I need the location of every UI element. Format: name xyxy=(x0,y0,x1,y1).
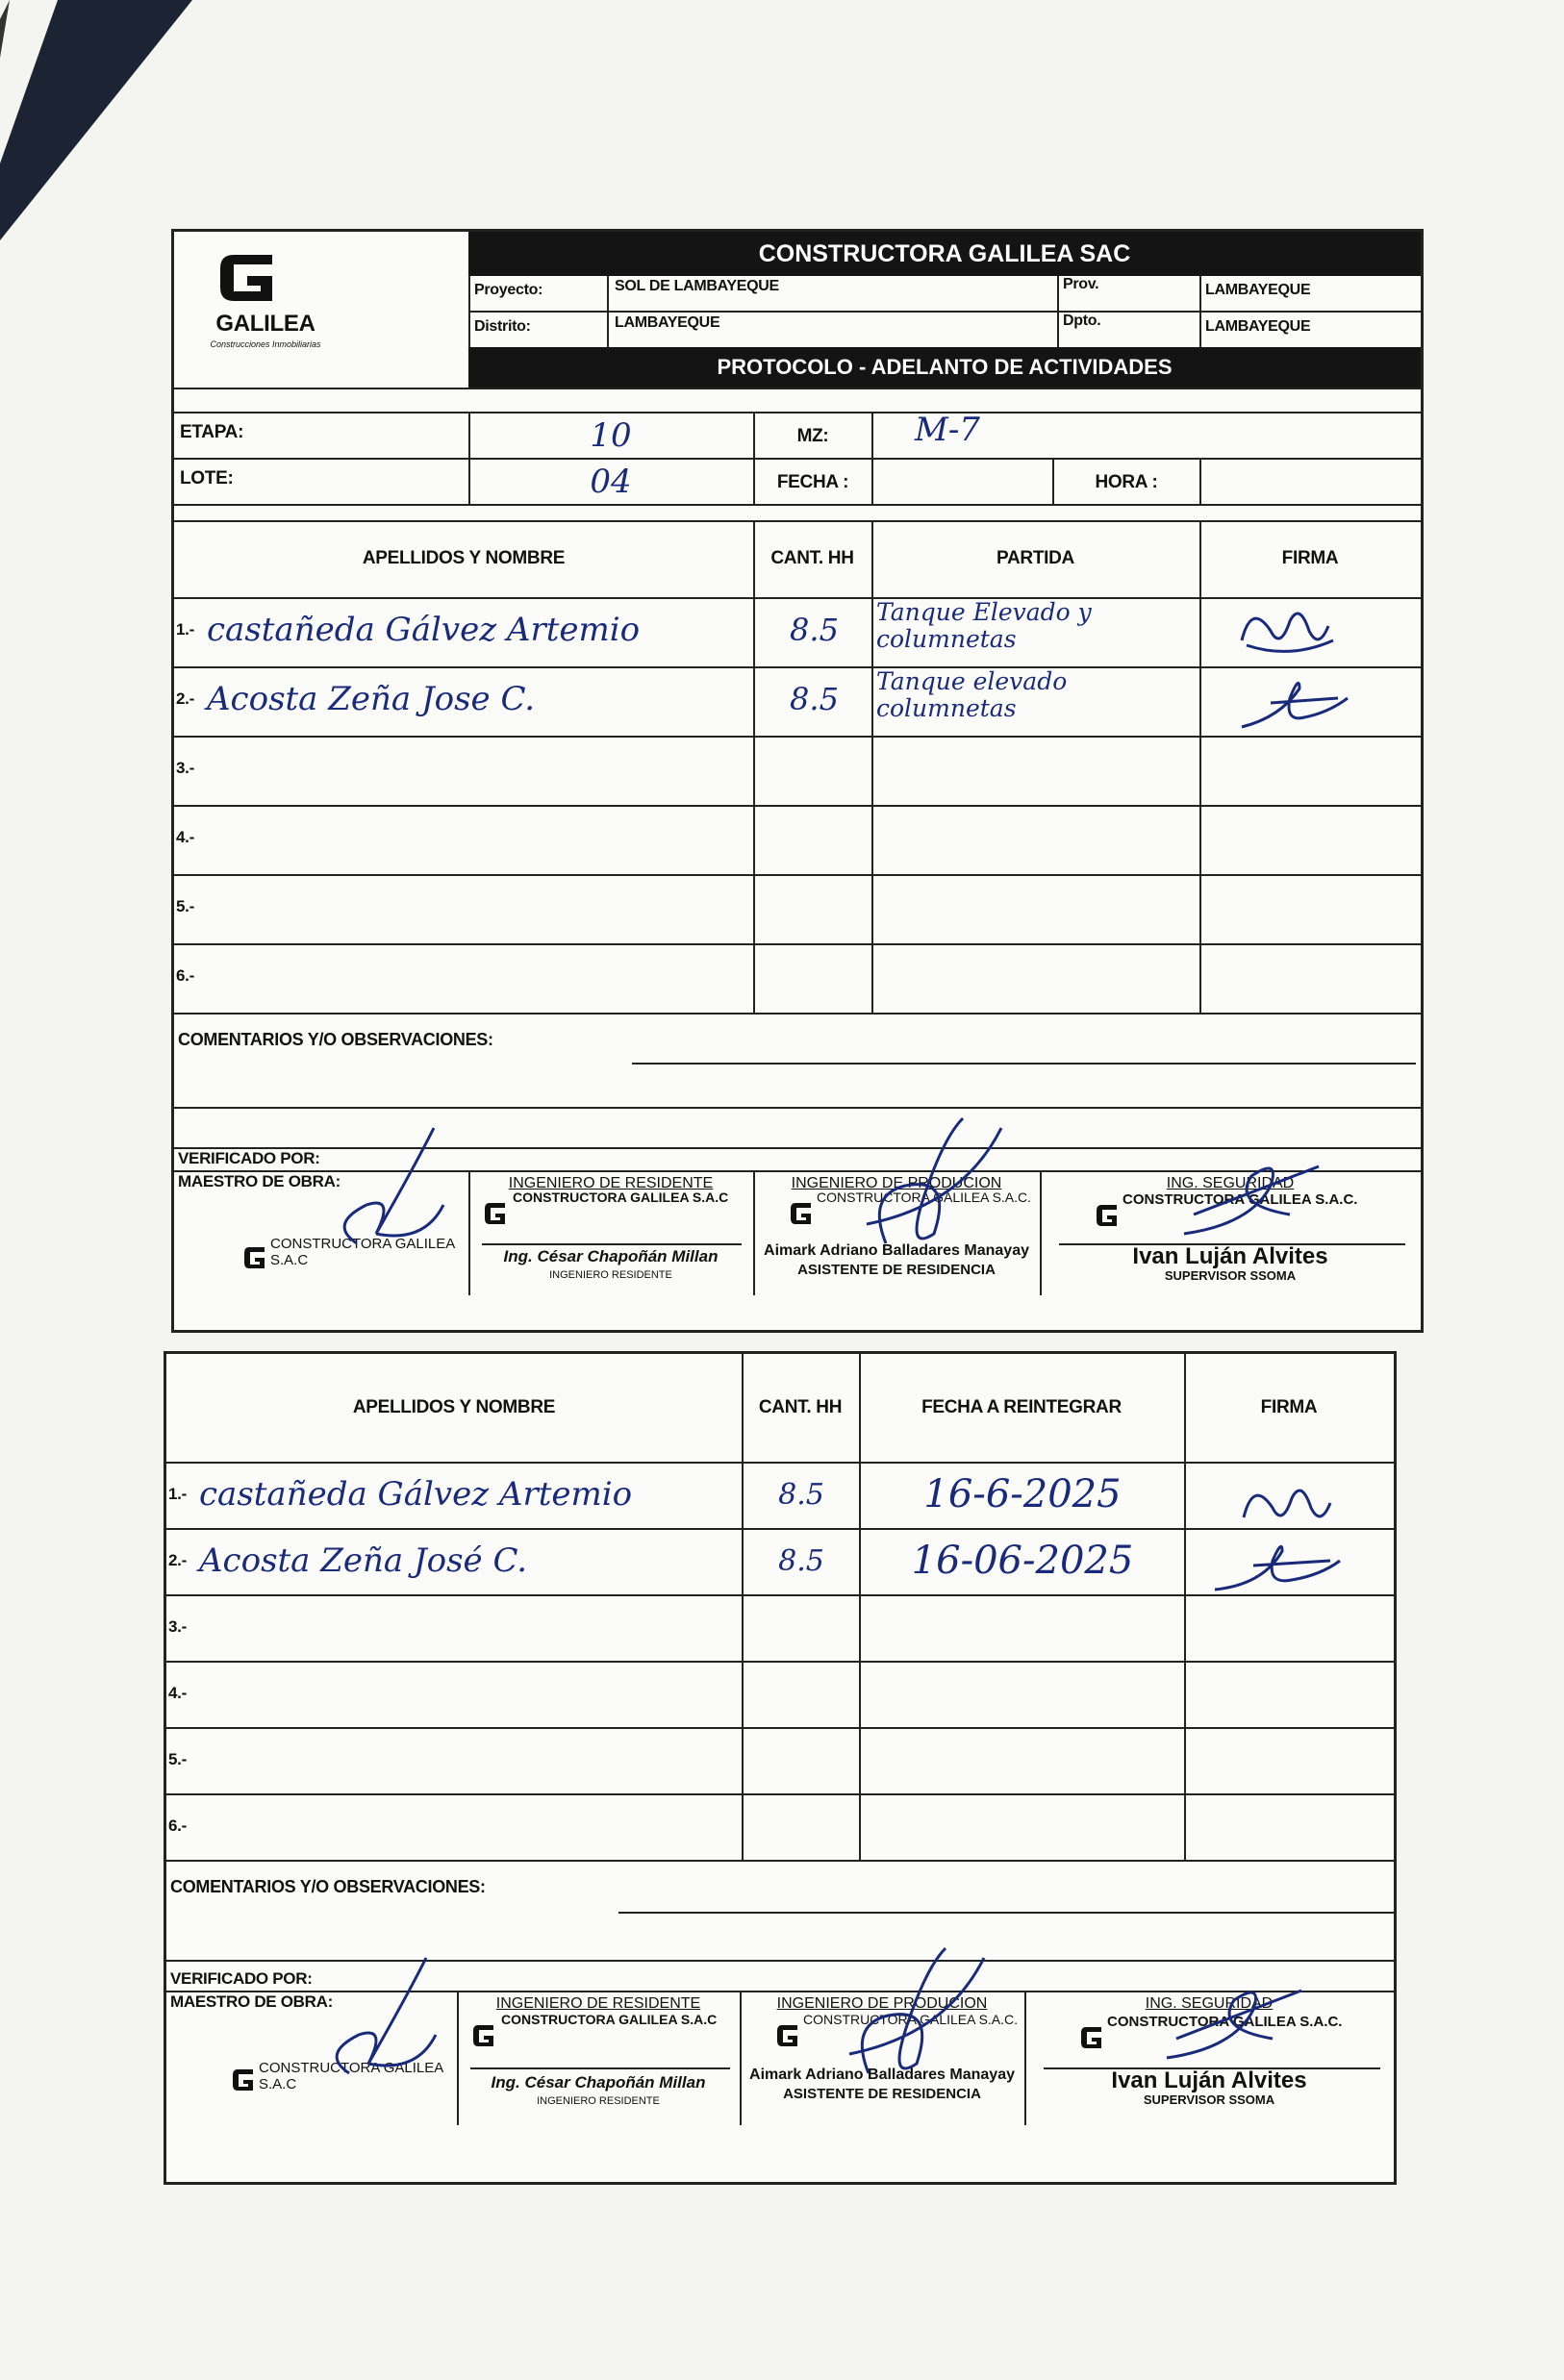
column-divider xyxy=(1199,458,1201,504)
row-number: 2.- xyxy=(176,689,194,708)
seguridad-stamp-logo-icon xyxy=(1094,1201,1123,1234)
produccion-label: INGENIERO DE PRODUCION xyxy=(791,1175,1002,1191)
reintegrar-date xyxy=(863,1665,1182,1722)
hh-value xyxy=(745,1797,857,1855)
partida-value: Tanque elevado columnetas xyxy=(876,667,1068,722)
firma-signature-1 xyxy=(1232,602,1338,669)
company-title-bar: CONSTRUCTORA GALILEA SAC xyxy=(468,232,1421,276)
protocol-form-1 xyxy=(171,229,1424,1333)
residente-stamp-logo-icon xyxy=(482,1199,511,1232)
maestro-stamp: CONSTRUCTORA GALILEA S.A.C xyxy=(270,1236,455,1268)
produccion-name-2: Aimark Adriano Balladares Manayay xyxy=(749,2067,1015,2083)
verificado-label-2: VERIFICADO POR: xyxy=(170,1969,313,1988)
row-number: 4.- xyxy=(176,828,194,846)
hh-value xyxy=(759,947,870,1005)
reintegrar-date xyxy=(863,1797,1182,1855)
lote-label: LOTE: xyxy=(180,468,234,489)
rule-line xyxy=(174,458,1421,460)
partida-value xyxy=(876,945,1198,1009)
hh-value: 8.5 xyxy=(778,1543,824,1578)
residente-name-2: Ing. César Chapoñán Millan xyxy=(491,2073,706,2092)
residente-name: Ing. César Chapoñán Millan xyxy=(503,1247,719,1265)
worker-name: Acosta Zeña Jose C. xyxy=(207,680,536,718)
dpto-label: Dpto. xyxy=(1063,313,1101,329)
worker-name xyxy=(199,1797,738,1855)
hora-value xyxy=(1203,461,1415,503)
firma-signature-2 xyxy=(1232,669,1357,737)
col-name-header: APELLIDOS Y NOMBRE xyxy=(362,548,566,568)
worker-name xyxy=(207,739,751,797)
column-divider xyxy=(871,412,873,504)
col-partida-header: PARTIDA xyxy=(996,548,1074,568)
fecha-label: FECHA : xyxy=(776,472,849,492)
worker-name xyxy=(199,1665,738,1722)
residente-role: INGENIERO RESIDENTE xyxy=(549,1269,672,1281)
hh-value xyxy=(759,739,870,797)
maestro-stamp-logo-icon xyxy=(241,1243,270,1276)
worker-name: Acosta Zeña José C. xyxy=(199,1541,528,1580)
worker-name xyxy=(207,947,751,1005)
column-divider xyxy=(1199,276,1201,347)
seguridad-name-2: Ivan Luján Alvites xyxy=(1111,2067,1307,2093)
residente-label: INGENIERO DE RESIDENTE xyxy=(508,1175,714,1191)
distrito-label: Distrito: xyxy=(474,318,531,335)
partida-value xyxy=(876,738,1198,801)
hh-value xyxy=(745,1665,857,1722)
etapa-value: 10 xyxy=(590,416,632,455)
row-number: 4.- xyxy=(168,1684,187,1702)
table-row xyxy=(166,1594,1394,1596)
mz-label: MZ: xyxy=(796,426,829,446)
col-firma-header-2: FIRMA xyxy=(1260,1397,1318,1417)
residente-stamp-company-2: CONSTRUCTORA GALILEA S.A.C xyxy=(501,2012,718,2027)
row-number: 5.- xyxy=(176,897,194,915)
maestro-label-2: MAESTRO DE OBRA: xyxy=(170,1992,333,2011)
seguridad-label-2: ING. SEGURIDAD xyxy=(1145,1995,1274,2012)
seguridad-signature-2 xyxy=(1157,1981,1311,2067)
table-row xyxy=(166,1528,1394,1530)
table-row xyxy=(166,1727,1394,1729)
seguridad-stamp-logo-icon-2 xyxy=(1078,2023,1107,2056)
dpto-value: LAMBAYEQUE xyxy=(1205,318,1311,335)
row-number: 1.- xyxy=(176,620,194,639)
row-number: 6.- xyxy=(168,1816,187,1835)
protocol-form-2 xyxy=(164,1351,1397,2185)
distrito-value: LAMBAYEQUE xyxy=(615,314,720,331)
col-name-header-2: APELLIDOS Y NOMBRE xyxy=(352,1397,556,1417)
table-row xyxy=(166,1462,1394,1464)
header-row-line xyxy=(468,311,1421,313)
hh-value xyxy=(745,1598,857,1656)
residente-label-2: INGENIERO DE RESIDENTE xyxy=(495,1995,701,2012)
maestro-label: MAESTRO DE OBRA: xyxy=(178,1172,341,1190)
column-divider xyxy=(753,412,755,504)
firma-signature-1b xyxy=(1234,1479,1340,1527)
worker-name xyxy=(199,1598,738,1656)
row-number: 3.- xyxy=(176,759,194,777)
table-row xyxy=(174,874,1421,876)
produccion-stamp-logo-icon-2 xyxy=(774,2021,803,2054)
table-row xyxy=(166,1661,1394,1663)
worker-name xyxy=(207,809,751,866)
hh-value: 8.5 xyxy=(790,612,839,648)
verificado-label: VERIFICADO POR: xyxy=(178,1149,320,1167)
logo-text: GALILEA xyxy=(215,311,315,337)
worker-name: castañeda Gálvez Artemio xyxy=(199,1475,633,1514)
row-number: 6.- xyxy=(176,966,194,985)
residente-stamp-company: CONSTRUCTORA GALILEA S.A.C xyxy=(513,1190,729,1205)
maestro-signature-2 xyxy=(311,1958,445,2092)
table-row xyxy=(174,943,1421,945)
proyecto-label: Proyecto: xyxy=(474,282,543,298)
residente-stamp-logo-icon-2 xyxy=(470,2021,499,2054)
table-row xyxy=(166,1793,1394,1795)
hh-value xyxy=(745,1731,857,1789)
hh-value xyxy=(759,809,870,866)
row-number: 3.- xyxy=(168,1617,187,1636)
hora-label: HORA : xyxy=(1095,472,1158,492)
seguridad-stamp-company: CONSTRUCTORA GALILEA S.A.C. xyxy=(1123,1191,1358,1208)
rule-line xyxy=(174,504,1421,506)
col-firma-header: FIRMA xyxy=(1281,548,1339,568)
worker-name xyxy=(207,878,751,936)
rule-line xyxy=(174,412,1421,413)
col-hh-header: CANT. HH xyxy=(770,548,854,568)
row-number: 2.- xyxy=(168,1551,187,1569)
prov-value: LAMBAYEQUE xyxy=(1205,282,1311,298)
seguridad-label: ING. SEGURIDAD xyxy=(1166,1175,1295,1191)
seguridad-role: SUPERVISOR SSOMA xyxy=(1164,1267,1297,1283)
mz-value: M-7 xyxy=(915,411,980,449)
produccion-role-2: ASISTENTE DE RESIDENCIA xyxy=(783,2085,981,2102)
table-row xyxy=(174,597,1421,599)
rule-line xyxy=(166,1860,1394,1862)
produccion-label-2: INGENIERO DE PRODUCION xyxy=(776,1995,988,2012)
partida-value xyxy=(876,807,1198,870)
row-number: 5.- xyxy=(168,1750,187,1768)
seguridad-role-2: SUPERVISOR SSOMA xyxy=(1143,2092,1275,2107)
fecha-value xyxy=(876,461,1049,503)
reintegrar-date xyxy=(863,1731,1182,1789)
maestro-stamp-logo-icon-2 xyxy=(230,2066,259,2098)
table-row xyxy=(174,805,1421,807)
partida-value: Tanque Elevado y columnetas xyxy=(876,598,1092,653)
produccion-stamp-logo-icon xyxy=(788,1199,817,1232)
comments-label: COMENTARIOS Y/O OBSERVACIONES: xyxy=(178,1030,493,1049)
residente-role-2: INGENIERO RESIDENTE xyxy=(537,2095,660,2107)
comment-line xyxy=(174,1107,1421,1109)
reintegrar-date: 16-6-2025 xyxy=(923,1472,1122,1516)
hh-value: 8.5 xyxy=(790,681,839,717)
column-divider xyxy=(1057,276,1059,347)
col-fecha-header-2: FECHA A REINTEGRAR xyxy=(921,1397,1122,1417)
maestro-stamp-2: CONSTRUCTORA GALILEA S.A.C xyxy=(259,2060,443,2092)
produccion-stamp-company-2: CONSTRUCTORA GALILEA S.A.C. xyxy=(803,2012,1019,2027)
galilea-logo-icon xyxy=(213,249,290,307)
reintegrar-date: 16-06-2025 xyxy=(911,1539,1134,1583)
signature-dash xyxy=(470,2067,730,2069)
seguridad-stamp-company-2: CONSTRUCTORA GALILEA S.A.C. xyxy=(1107,2014,1343,2030)
maestro-signature xyxy=(318,1128,453,1263)
hh-value: 8.5 xyxy=(778,1477,824,1512)
col-hh-header-2: CANT. HH xyxy=(758,1397,843,1417)
worker-name xyxy=(199,1731,738,1789)
reintegrar-date xyxy=(863,1598,1182,1656)
comments-label-2: COMENTARIOS Y/O OBSERVACIONES: xyxy=(170,1877,486,1896)
hh-value xyxy=(759,878,870,936)
worker-name: castañeda Gálvez Artemio xyxy=(207,611,641,649)
produccion-stamp-company: CONSTRUCTORA GALILEA S.A.C. xyxy=(817,1190,1032,1205)
comment-line xyxy=(632,1063,1416,1065)
proyecto-value: SOL DE LAMBAYEQUE xyxy=(615,278,779,294)
column-divider xyxy=(1052,458,1054,504)
seguridad-signature xyxy=(1174,1157,1328,1243)
comment-line xyxy=(618,1912,1394,1914)
produccion-role: ASISTENTE DE RESIDENCIA xyxy=(797,1261,996,1278)
lote-value: 04 xyxy=(590,463,632,501)
produccion-name: Aimark Adriano Balladares Manayay xyxy=(764,1242,1029,1259)
firma-signature-2b xyxy=(1205,1537,1350,1594)
logo-tagline: Construcciones Inmobiliarias xyxy=(210,339,321,349)
header-bottom-line xyxy=(174,388,1421,389)
form-title-bar: PROTOCOLO - ADELANTO DE ACTIVIDADES xyxy=(468,347,1421,388)
prov-label: Prov. xyxy=(1063,276,1099,292)
rule-line xyxy=(174,1013,1421,1015)
row-number: 1.- xyxy=(168,1485,187,1503)
seguridad-name: Ivan Luján Alvites xyxy=(1132,1243,1328,1269)
etapa-label: ETAPA: xyxy=(180,422,244,442)
partida-value xyxy=(876,876,1198,939)
pen-stroke-mark xyxy=(0,0,221,250)
